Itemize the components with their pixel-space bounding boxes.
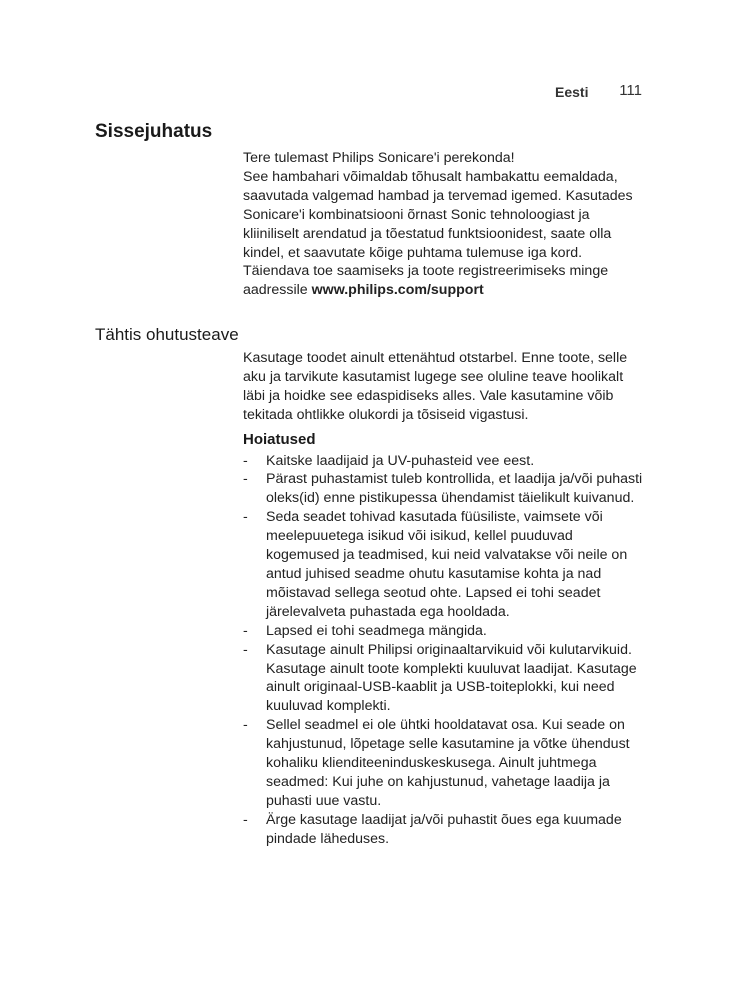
bullet-dash: - [243, 509, 248, 526]
intro-paragraph-2: See hambahari võimaldab tõhusalt hambakattu eemaldada, saavutada valgemad hambad ja tervemad igemed. Kasutades Sonicare'i kombinatsiooni õrnast Sonic tehnoloogiast ja kliiniliselt arendatud ja tõestatud funktsioonidest, saate olla kindel, et saavutate kõige puhtama tulemuse iga kord. [243, 168, 633, 261]
safety-paragraph: Kasutage toodet ainult ettenähtud otstarbel. Enne toote, selle aku ja tarvikute kasutamist lugege see oluline teave hoolikalt läbi ja hoidke see edaspidiseks alles. Vale kasutamine võib tekitada ohtlikke olukordi ja tõsiseid vigastusi. [243, 350, 628, 423]
warning-text: Seda seadet tohivad kasutada füüsiliste, vaimsete või meelepuuetega isikud või isikud, kellel puuduvad kogemused ja teadmised, kui neid valvatakse või neile on antud juhised seadme ohutu kasutamise kohta ja nad mõistavad sellega seotud ohte. Lapsed ei tohi seadet järelevalveta puhastada ega hooldada. [266, 509, 628, 620]
intro-body [243, 149, 645, 300]
warning-text: Ärge kasutage laadijat ja/või puhastit õues ega kuumade pindade läheduses. [266, 811, 622, 847]
intro-paragraph-3 [243, 262, 645, 300]
support-url: www.philips.com/support [311, 282, 484, 299]
safety-body [243, 349, 645, 849]
intro-paragraph-1: Tere tulemast Philips Sonicare'i perekonda! [243, 150, 515, 166]
bullet-dash: - [243, 622, 248, 639]
warning-text: Kaitske laadijaid ja UV-puhasteid vee eest. [266, 452, 535, 469]
list-item [243, 470, 645, 508]
list-item [243, 508, 645, 621]
warnings-heading: Hoiatused [243, 430, 316, 448]
warning-text: Sellel seadmel ei ole ühtki hooldatavat osa. Kui seade on kahjustunud, lõpetage selle kasutamine ja võtke ühendust kohaliku klienditeeninduskeskusega. Ainult juhtmega seadmed: Kui juhe on kahjustunud, vahetage laadija ja puhasti uue vastu. [266, 717, 630, 809]
language-label: Eesti [555, 84, 589, 100]
list-item [243, 811, 645, 849]
safety-heading: Tähtis ohutusteave [95, 325, 239, 344]
warning-text: Pärast puhastamist tuleb kontrollida, et laadija ja/või puhasti oleks(id) enne pistikupessa ühendamist täielikult kuivanud. [266, 471, 643, 507]
page-header [520, 82, 642, 102]
bullet-dash: - [243, 452, 248, 469]
bullet-dash: - [243, 717, 248, 734]
bullet-dash: - [243, 471, 248, 488]
bullet-dash: - [243, 641, 248, 658]
list-item [243, 716, 645, 811]
bullet-dash: - [243, 811, 248, 828]
warning-text: Lapsed ei tohi seadmega mängida. [266, 622, 487, 639]
support-text: Täiendava toe saamiseks ja toote registreerimiseks minge aadressile [243, 263, 609, 299]
warning-text: Kasutage ainult Philipsi originaaltarvikuid või kulutarvikuid. Kasutage ainult toote komplekti kuuluvat laadijat. Kasutage ainult originaal-USB-kaablit ja USB-toiteplokki, kui need kuuluvad komplekti. [266, 641, 637, 715]
warnings-list [243, 452, 645, 849]
page-number: 111 [619, 82, 642, 99]
list-item [243, 452, 645, 471]
list-item [243, 641, 645, 717]
intro-heading: Sissejuhatus [95, 121, 213, 142]
list-item [243, 622, 645, 641]
